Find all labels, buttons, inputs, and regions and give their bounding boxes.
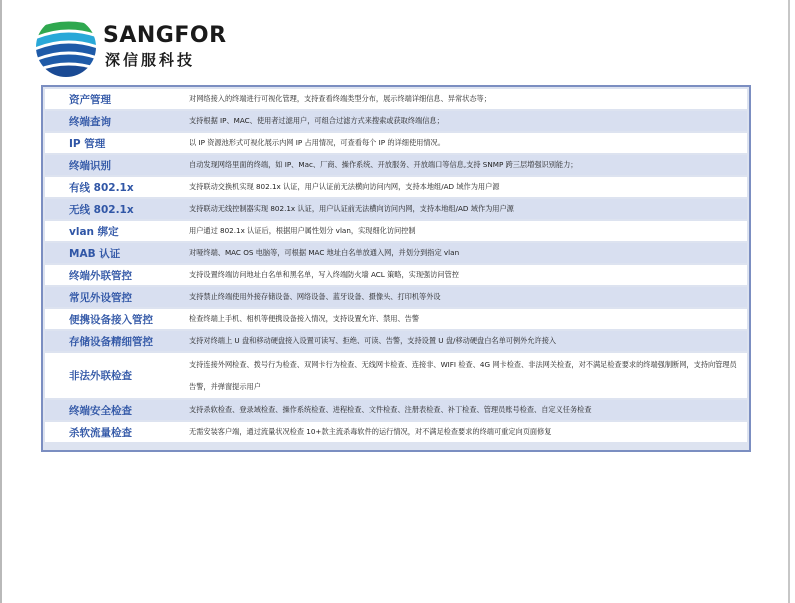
feature-desc: 支持连接外网检查、拨号行为检查、双网卡行为检查、无线网卡检查、连接非、WIFI 检查、4G 网卡检查、非法网关检查，对不满足检查要求的终端强制断网，支持向管理员告警，并弹窗提示用户 xyxy=(189,359,737,391)
feature-row xyxy=(45,89,747,109)
feature-row xyxy=(45,353,747,398)
feature-row xyxy=(45,111,747,131)
feature-desc: 支持根据 IP、MAC、使用者过滤用户，可组合过滤方式来搜索或获取终端信息； xyxy=(189,116,444,125)
page-left-border xyxy=(0,0,2,603)
feature-desc: 用户通过 802.1x 认证后，根据用户属性划分 vlan，实现细化访问控制 xyxy=(189,226,416,235)
feature-row xyxy=(45,177,747,197)
feature-desc: 支持对终端上 U 盘和移动硬盘接入设置可读写、拒绝、可读、告警，支持设置 U 盘/移动硬盘白名单可例外允许接入 xyxy=(189,336,557,345)
feature-desc: 支持设置终端访问地址白名单和黑名单，写入终端防火墙 ACL 策略，实现强访问管控 xyxy=(189,270,459,279)
feature-name: 终端查询 xyxy=(69,115,111,128)
feature-row xyxy=(45,221,747,241)
feature-desc: 对哑终端、MAC OS 电脑等，可根据 MAC 地址白名单放通入网，并划分到指定 vlan xyxy=(189,248,460,257)
feature-row xyxy=(45,133,747,153)
feature-name: MAB 认证 xyxy=(69,247,121,260)
feature-row xyxy=(45,331,747,351)
feature-desc: 无需安装客户端，通过流量状况检查 10+款主流杀毒软件的运行情况，对不满足检查要求的终端可重定向页面修复 xyxy=(189,427,552,436)
feature-desc: 支持联动交换机实现 802.1x 认证，用户认证前无法横向访问内网，支持本地组/AD 域作为用户源 xyxy=(189,182,500,191)
feature-row xyxy=(45,309,747,329)
feature-name: 便携设备接入管控 xyxy=(69,313,153,326)
feature-name: 无线 802.1x xyxy=(69,203,134,216)
feature-row xyxy=(45,155,747,175)
feature-table xyxy=(41,85,751,452)
feature-desc: 检查终端上手机、相机等便携设备接入情况，支持设置允许、禁用、告警 xyxy=(189,314,420,323)
sangfor-globe-icon xyxy=(34,14,100,80)
feature-name: 非法外联检查 xyxy=(69,370,132,382)
sangfor-logo xyxy=(34,14,234,80)
feature-row xyxy=(45,243,747,263)
feature-desc: 自动发现网络里面的终端，如 IP、Mac、厂商、操作系统、开放服务、开放端口等信息,支持 SNMP 跨三层増强识别能力； xyxy=(189,160,578,169)
feature-desc: 以 IP 资源池形式可视化展示内网 IP 占用情况，可查看每个 IP 的详细使用情况。 xyxy=(189,138,445,147)
feature-name: vlan 绑定 xyxy=(69,225,119,238)
feature-name: 终端安全检查 xyxy=(69,404,132,417)
feature-name: 终端识别 xyxy=(69,159,111,172)
feature-name: 存储设备精细管控 xyxy=(69,335,153,348)
feature-row xyxy=(45,422,747,442)
brand-name: SANGFOR xyxy=(103,23,227,48)
feature-row xyxy=(45,400,747,420)
feature-name: 常见外设管控 xyxy=(69,291,132,304)
feature-name: 杀软流量检查 xyxy=(69,426,132,439)
page-right-border xyxy=(788,0,790,603)
feature-desc: 支持杀软检查、登录域检查、操作系统检查、进程检查、文件检查、注册表检查、补丁检查、管理员账号检查、自定义任务检查 xyxy=(189,405,592,414)
feature-name: IP 管理 xyxy=(69,137,106,150)
feature-name: 资产管理 xyxy=(69,93,111,106)
feature-name: 有线 802.1x xyxy=(69,181,134,194)
feature-row xyxy=(45,265,747,285)
feature-desc: 支持联动无线控制器实现 802.1x 认证，用户认证前无法横向访问内网，支持本地组/AD 域作为用户源 xyxy=(189,204,514,213)
feature-row xyxy=(45,199,747,219)
feature-name: 终端外联管控 xyxy=(69,269,132,282)
feature-desc: 支持禁止终端使用外接存储设备、网络设备、蓝牙设备、摄像头、打印机等外设 xyxy=(189,292,441,301)
brand-name-cn: 深信服科技 xyxy=(105,51,196,69)
feature-desc: 对网络接入的终端进行可视化管理，支持查看终端类型分布，展示终端详细信息、异常状态等； xyxy=(189,94,491,103)
feature-row xyxy=(45,287,747,307)
